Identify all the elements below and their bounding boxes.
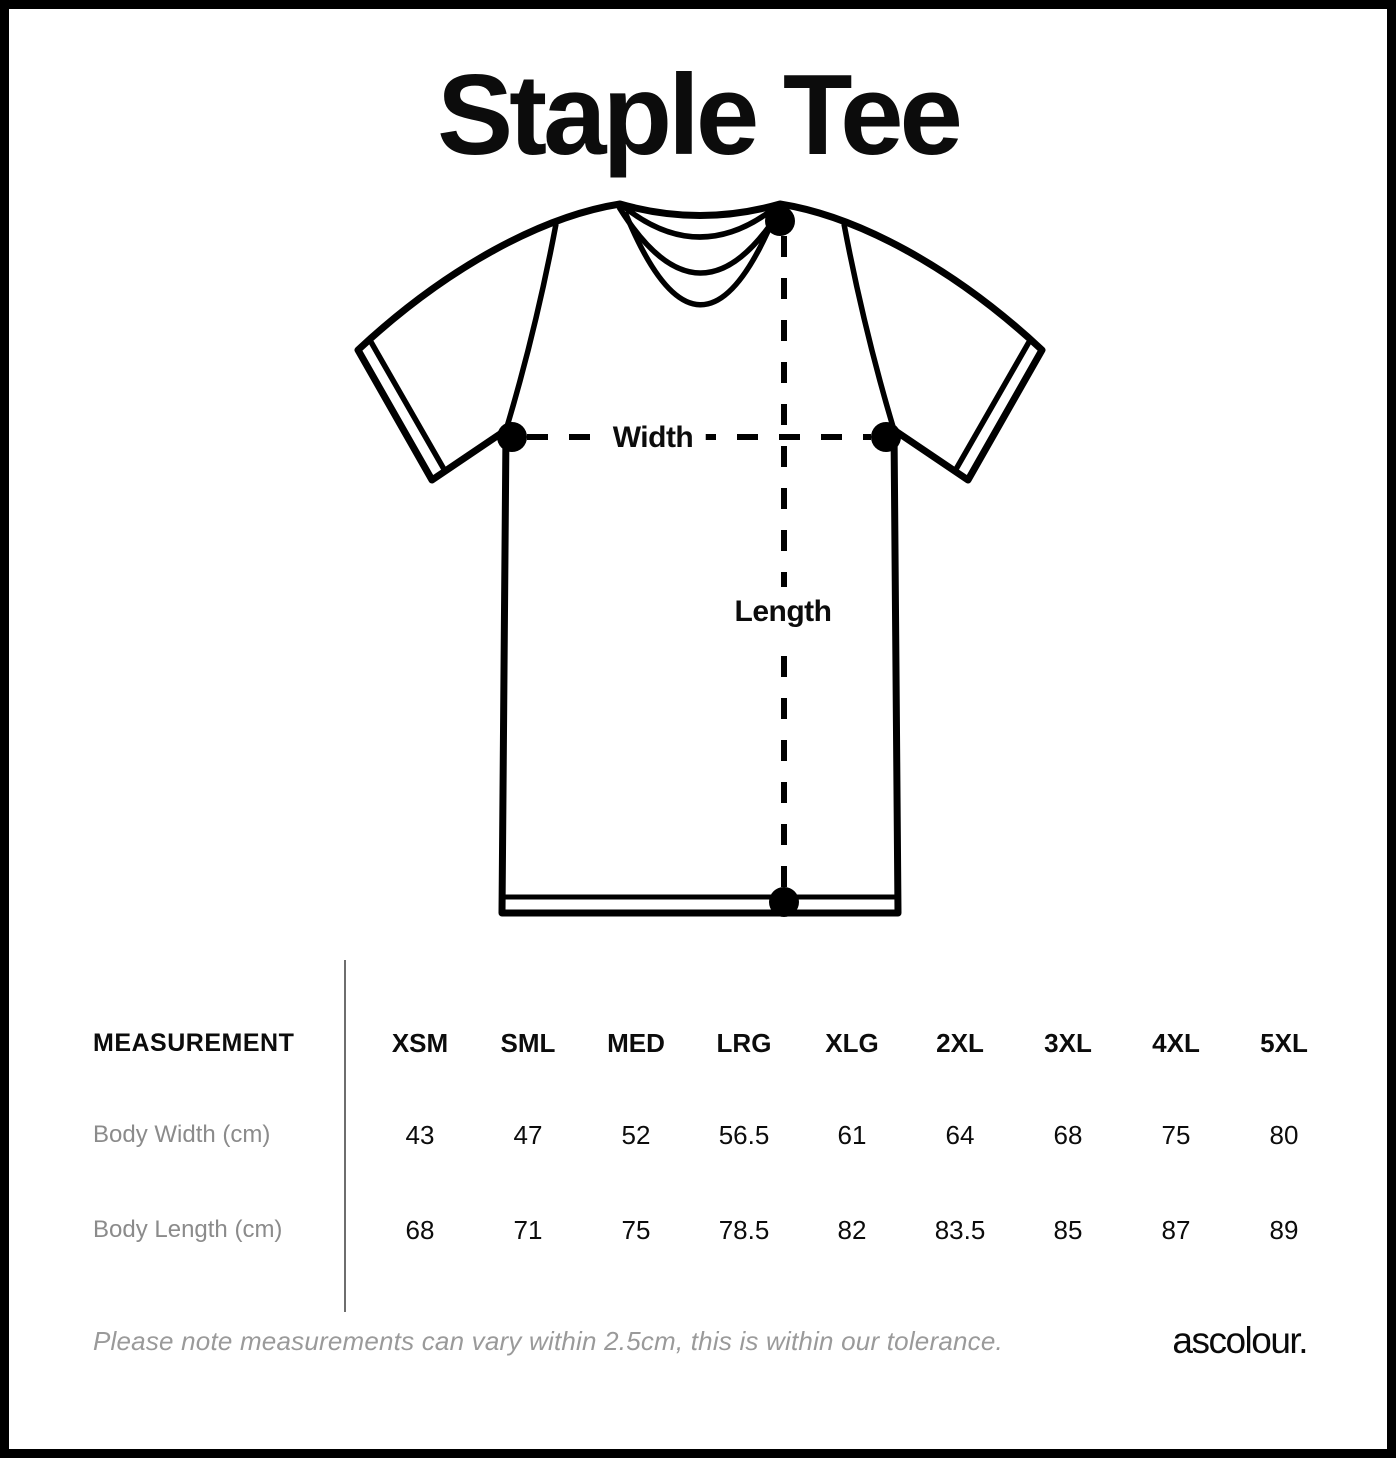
size-header-lrg: LRG (716, 1027, 772, 1058)
size-header-2xl: 2XL (936, 1027, 984, 1058)
size-header-xsm: XSM (391, 1027, 449, 1058)
body-length-sml: 71 (513, 1214, 543, 1245)
size-table-header-row (93, 1023, 1338, 1063)
length-dimension-label: Length (723, 587, 844, 637)
measurement-column-header: MEASUREMENT (93, 1028, 295, 1057)
page-title: Staple Tee (437, 52, 959, 179)
width-dimension-label: Width (601, 413, 706, 463)
body-width-xlg: 61 (837, 1119, 867, 1150)
body-width-sml: 47 (513, 1119, 543, 1150)
body-width-row (93, 1115, 1338, 1155)
body-length-4xl: 87 (1161, 1214, 1191, 1245)
left-underarm-dot (497, 422, 527, 452)
body-width-xsm: 43 (405, 1119, 435, 1150)
size-header-5xl: 5XL (1260, 1027, 1308, 1058)
tshirt-outline (358, 204, 1042, 913)
ascolour-logo: ascolour. (1172, 1320, 1307, 1361)
shoulder-point-dot (765, 206, 795, 236)
hem-point-dot (769, 887, 799, 917)
right-underarm-dot (871, 422, 901, 452)
body-length-xsm: 68 (405, 1214, 435, 1245)
body-length-5xl: 89 (1269, 1214, 1299, 1245)
body-width-lrg: 56.5 (718, 1119, 770, 1150)
body-length-row (93, 1210, 1338, 1250)
body-width-5xl: 80 (1269, 1119, 1299, 1150)
size-header-3xl: 3XL (1044, 1027, 1092, 1058)
body-width-4xl: 75 (1161, 1119, 1191, 1150)
size-header-sml: SML (500, 1027, 556, 1058)
body-length-3xl: 85 (1053, 1214, 1083, 1245)
body-length-row-label: Body Length (cm) (93, 1216, 283, 1243)
body-length-2xl: 83.5 (934, 1214, 986, 1245)
body-width-row-label: Body Width (cm) (93, 1121, 271, 1148)
body-length-xlg: 82 (837, 1214, 867, 1245)
tolerance-note: Please note measurements can vary within 2.5cm, this is within our tolerance. (93, 1326, 1003, 1356)
body-width-3xl: 68 (1053, 1119, 1083, 1150)
body-width-med: 52 (621, 1119, 651, 1150)
size-header-med: MED (607, 1027, 665, 1058)
size-header-4xl: 4XL (1152, 1027, 1200, 1058)
body-length-lrg: 78.5 (718, 1214, 770, 1245)
size-header-xlg: XLG (825, 1027, 879, 1058)
body-width-2xl: 64 (945, 1119, 975, 1150)
body-length-med: 75 (621, 1214, 651, 1245)
tshirt-diagram (338, 190, 1062, 920)
